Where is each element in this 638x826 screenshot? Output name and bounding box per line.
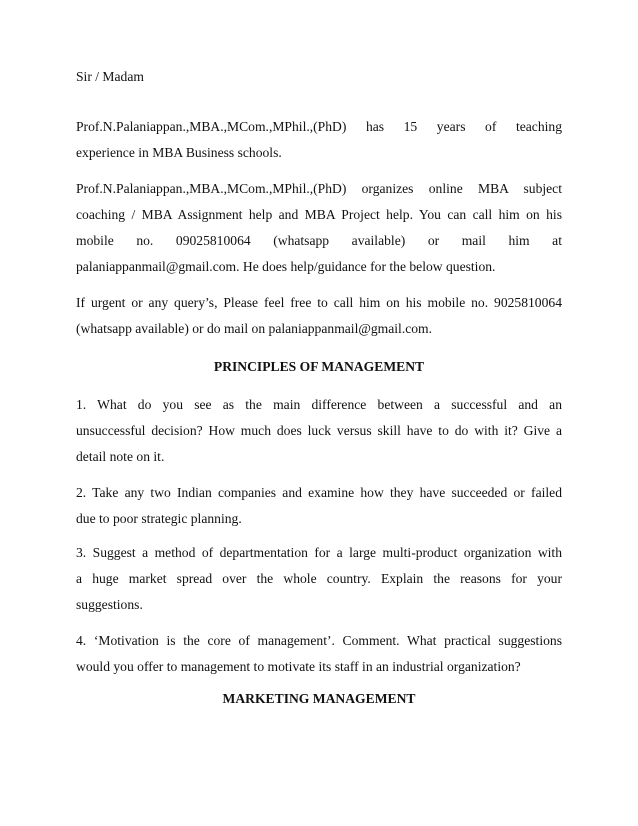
question-3 [76, 540, 562, 618]
question-1 [76, 392, 562, 470]
question-3-line-1: 3. Suggest a method of departmentation for a large multi-product organization with [76, 545, 562, 560]
intro-line-1: Prof.N.Palaniappan.,MBA.,MCom.,MPhil.,(PhD) has 15 years of teaching [76, 119, 562, 134]
question-2-line-1: 2. Take any two Indian companies and examine how they have succeeded or failed [76, 485, 562, 500]
intro-paragraph [76, 114, 562, 166]
question-1-line-2: unsuccessful decision? How much does luck versus skill have to do with it? Give a [76, 423, 562, 438]
section-title-principles: PRINCIPLES OF MANAGEMENT [213, 359, 425, 374]
contact-line-2: (whatsapp available) or do mail on palaniappanmail@gmail.com. [76, 321, 433, 336]
services-paragraph [76, 176, 562, 280]
question-1-line-1: 1. What do you see as the main difference between a successful and an [76, 397, 562, 412]
contact-paragraph [76, 290, 562, 342]
greeting-text: Sir / Madam [76, 69, 144, 84]
greeting [76, 64, 144, 90]
question-1-line-3: detail note on it. [76, 449, 165, 464]
question-4-line-2: would you offer to management to motivate its staff in an industrial organization? [76, 659, 521, 674]
question-2 [76, 480, 562, 532]
question-2-line-2: due to poor strategic planning. [76, 511, 242, 526]
intro-line-2: experience in MBA Business schools. [76, 145, 282, 160]
section-title-marketing: MARKETING MANAGEMENT [222, 691, 416, 706]
question-4-line-1: 4. ‘Motivation is the core of management’. Comment. What practical suggestions [76, 633, 562, 648]
services-line-2: coaching / MBA Assignment help and MBA Project help. You can call him on his [76, 207, 562, 222]
services-line-4: palaniappanmail@gmail.com. He does help/guidance for the below question. [76, 259, 496, 274]
services-line-3: mobile no. 09025810064 (whatsapp available) or mail him at [76, 233, 562, 248]
question-3-line-3: suggestions. [76, 597, 143, 612]
contact-line-1: If urgent or any query’s, Please feel free to call him on his mobile no. 9025810064 [76, 295, 562, 310]
services-line-1: Prof.N.Palaniappan.,MBA.,MCom.,MPhil.,(PhD) organizes online MBA subject [76, 181, 562, 196]
question-4 [76, 628, 562, 680]
question-3-line-2: a huge market spread over the whole country. Explain the reasons for your [76, 571, 562, 586]
